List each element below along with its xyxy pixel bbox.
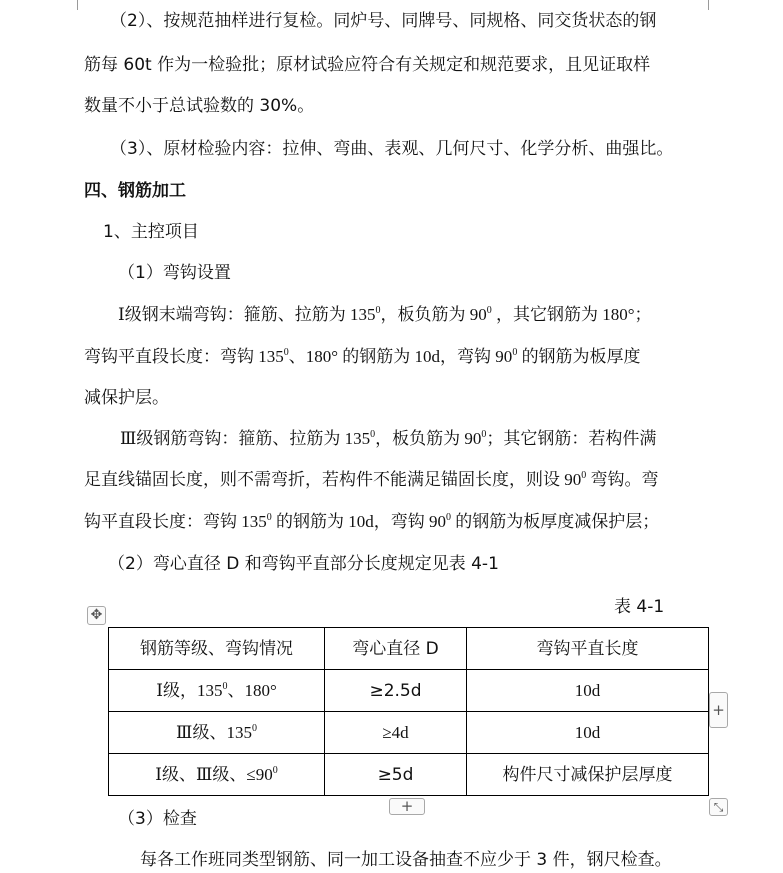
item-heading-table-ref: （2）弯心直径 D 和弯钩平直部分长度规定见表 4-1 <box>108 554 499 574</box>
subsection-heading: 1、主控项目 <box>103 222 199 242</box>
table-header-cell: 弯钩平直长度 <box>467 628 709 670</box>
table-cell-diameter: ≥4d <box>325 712 467 754</box>
table-caption: 表 4-1 <box>614 597 665 617</box>
table-resize-icon[interactable]: ⤡ <box>709 798 728 816</box>
paragraph-line-16: 每各工作班同类型钢筋、同一加工设备抽查不应少于 3 件，钢尺检查。 <box>140 850 672 870</box>
section-heading: 四、钢筋加工 <box>84 181 186 201</box>
spec-table <box>108 627 709 796</box>
add-row-button[interactable]: + <box>389 798 425 815</box>
table-cell-length: 10d <box>467 712 709 754</box>
table-cell-diameter: ≥5d <box>325 754 467 796</box>
table-header-row <box>109 628 709 670</box>
table-cell-length: 10d <box>467 670 709 712</box>
paragraph-line-2: 筋每 60t 作为一检验批；原材试验应符合有关规定和规范要求，且见证取样 <box>84 55 651 75</box>
paragraph-line-4: （3）、原材检验内容：拉伸、弯曲、表观、几何尺寸、化学分析、曲强比。 <box>110 139 674 159</box>
table-header-cell: 弯心直径 D <box>325 628 467 670</box>
paragraph-line-3: 数量不小于总试验数的 30%。 <box>84 96 315 116</box>
table-cell-grade: Ⅲ级、$135^0$ <box>109 712 325 754</box>
table-cell-grade: Ⅰ级，$135^0$、180° <box>109 670 325 712</box>
table-cell-diameter: ≥2.5d <box>325 670 467 712</box>
table-row <box>109 754 709 796</box>
paragraph-line-1: （2）、按规范抽样进行复检。同炉号、同牌号、同规格、同交货状态的钢 <box>110 11 657 31</box>
table-cell-length: 构件尺寸减保护层厚度 <box>467 754 709 796</box>
paragraph-line-10: 减保护层。 <box>84 388 169 408</box>
margin-marker-left <box>77 0 78 10</box>
paragraph-line-8: Ⅰ级钢末端弯钩：箍筋、拉筋为 $135^0$，板负筋为 $90^0$ ，其它钢筋为 180°； <box>118 305 652 324</box>
table-move-handle-icon[interactable]: ✥ <box>87 606 106 625</box>
table-row <box>109 712 709 754</box>
paragraph-line-12: 足直线锚固长度，则不需弯折，若构件不能满足锚固长度，则设 $90^0$ 弯钩。弯 <box>84 470 659 489</box>
item-heading-hook: （1）弯钩设置 <box>118 263 231 283</box>
paragraph-line-9: 弯钩平直段长度：弯钩 $135^0$、180° 的钢筋为 10d，弯钩 $90^0$ 的钢筋为板厚度 <box>84 347 641 366</box>
item-heading-inspection: （3）检查 <box>118 809 197 829</box>
table-row <box>109 670 709 712</box>
paragraph-line-13: 钩平直段长度：弯钩 $135^0$ 的钢筋为 10d，弯钩 $90^0$ 的钢筋为板厚度减保护层； <box>84 512 660 531</box>
paragraph-line-11: Ⅲ级钢筋弯钩：箍筋、拉筋为 $135^0$，板负筋为 $90^0$；其它钢筋：若构件满 <box>120 429 657 448</box>
add-column-button[interactable]: + <box>709 692 728 728</box>
table-cell-grade: Ⅰ级、Ⅲ级、$\le 90^0$ <box>109 754 325 796</box>
table-header-cell: 钢筋等级、弯钩情况 <box>109 628 325 670</box>
margin-marker-right <box>708 0 709 10</box>
